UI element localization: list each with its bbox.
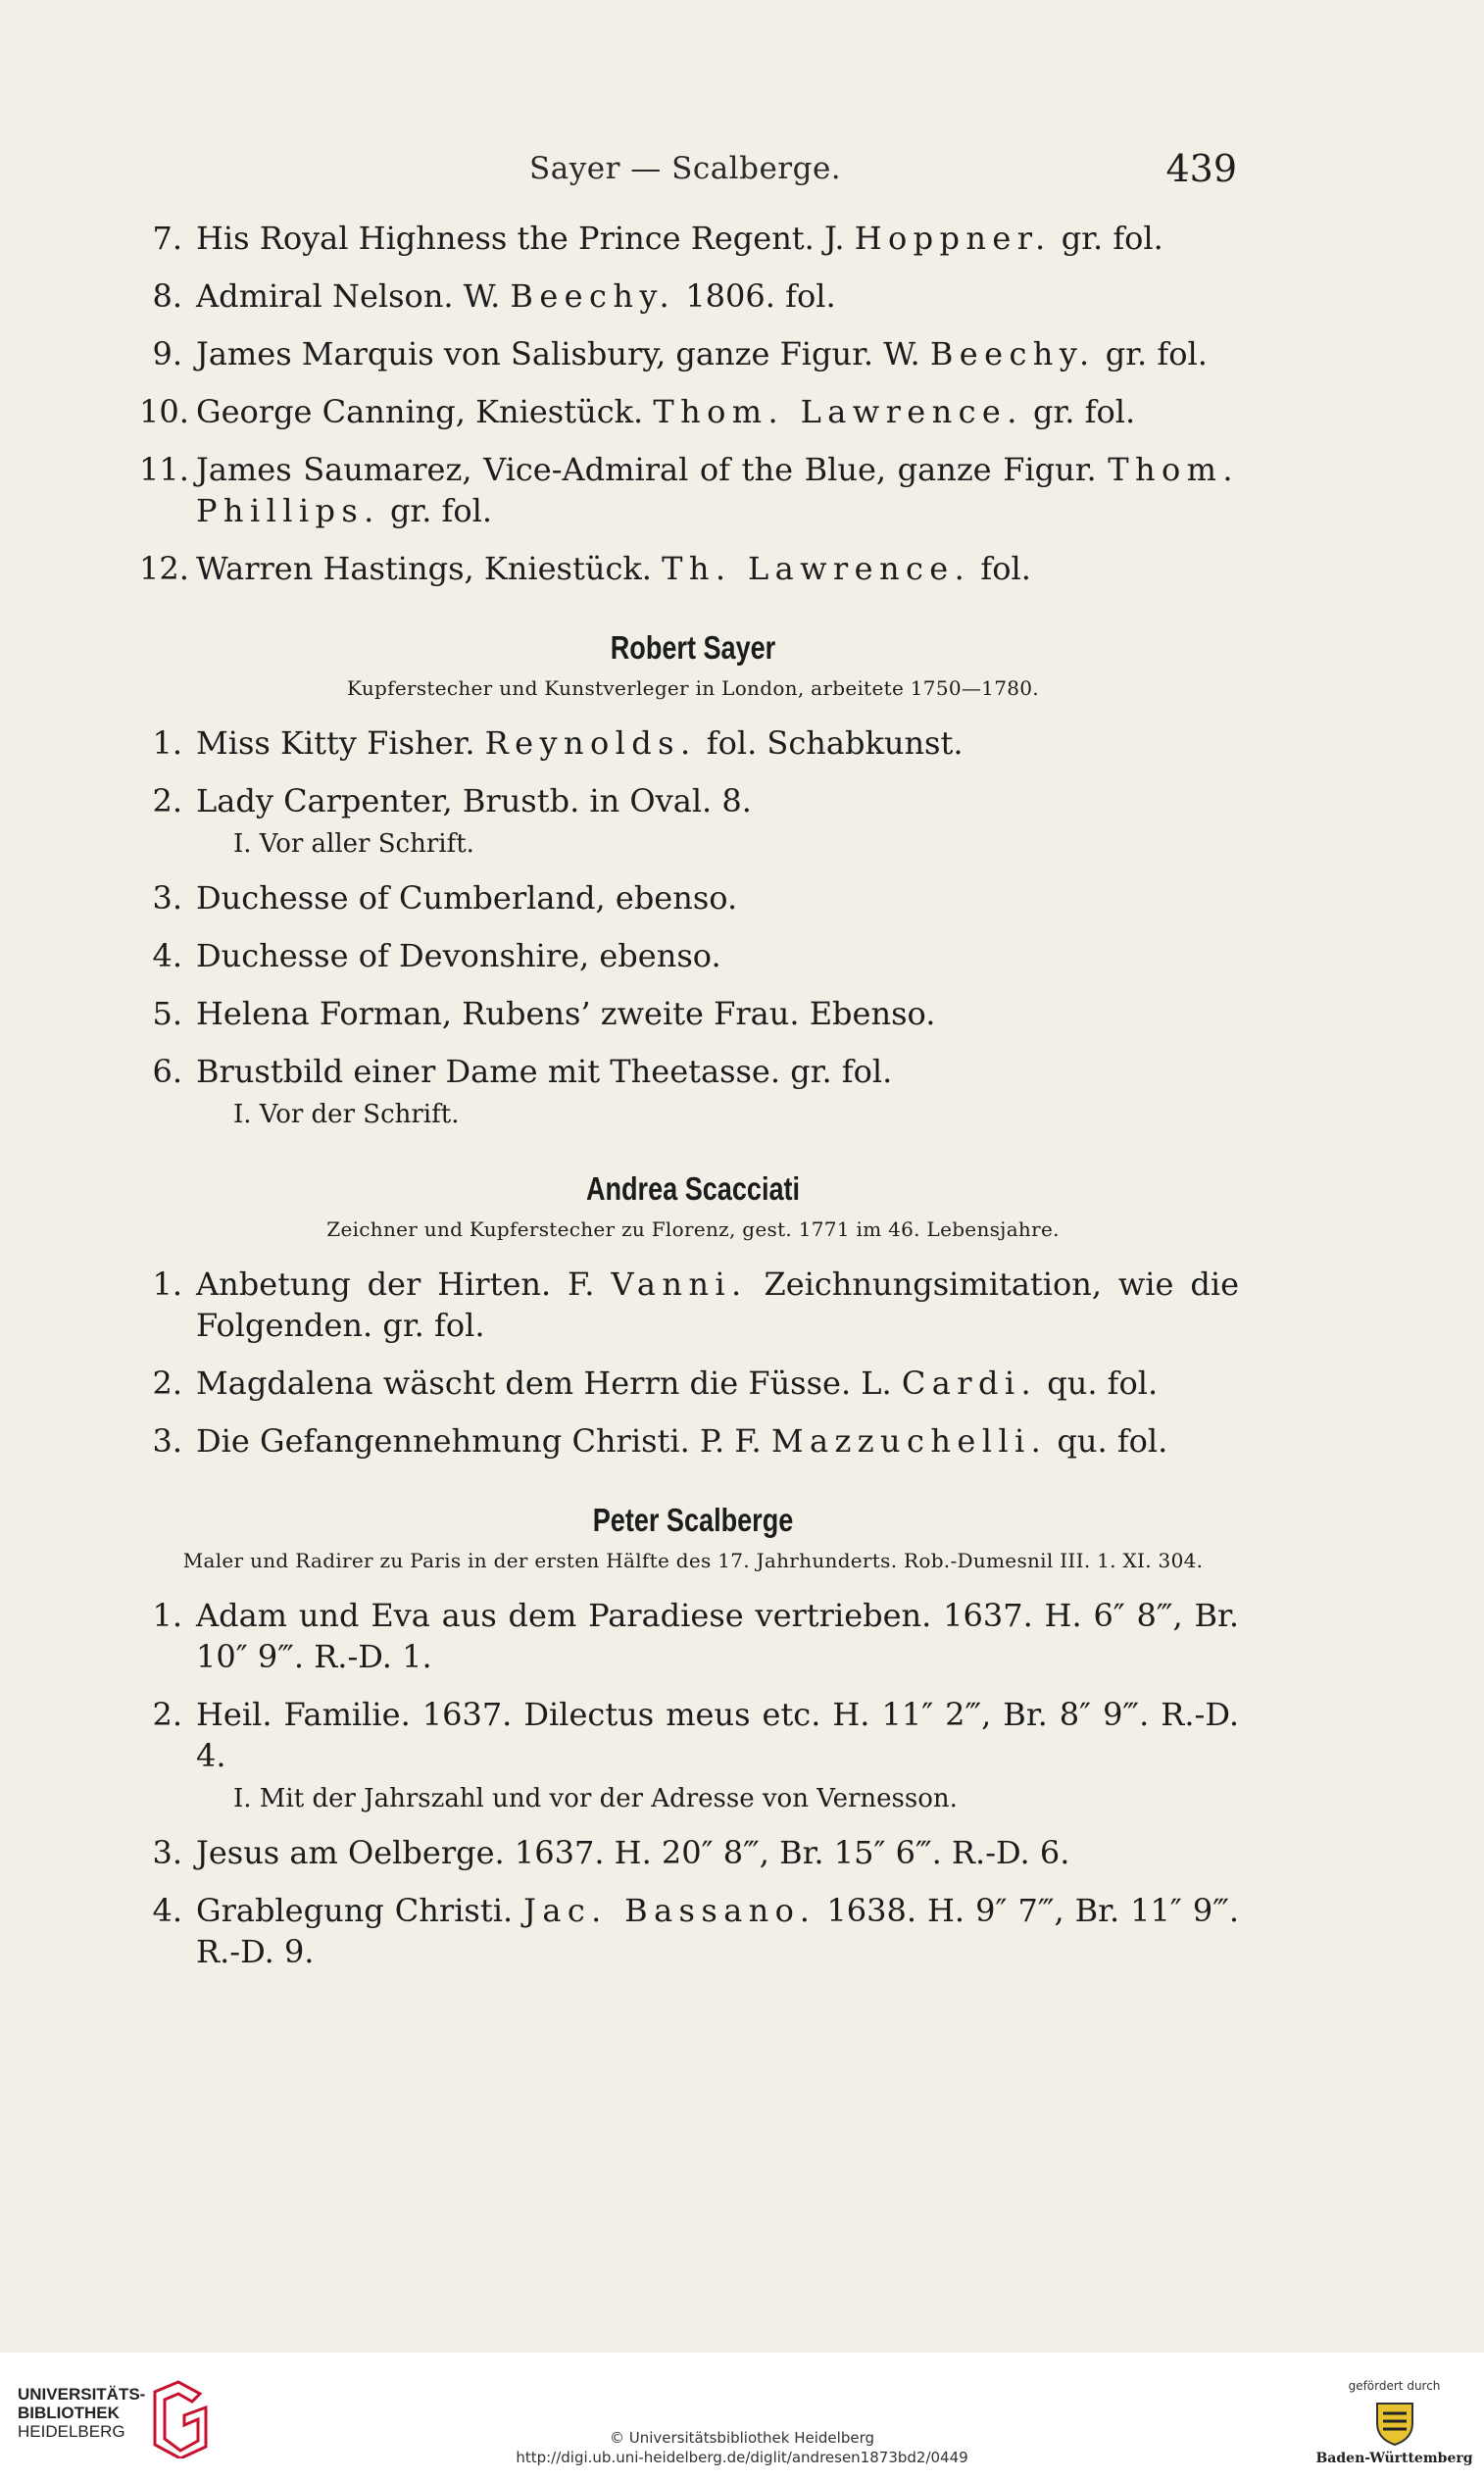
entry-text: Grablegung Christi.: [196, 1892, 524, 1929]
entry-text: gr. fol.: [379, 492, 493, 529]
section-subtitle: Kupferstecher und Kunstverleger in London, arbeitete 1750—1780.: [347, 676, 1039, 700]
entry-text: Magdalena wäscht dem Herrn die Füsse. L.: [196, 1364, 902, 1402]
artist-name: Thom. Phillips.: [196, 451, 1239, 529]
entry-number: 8.: [152, 277, 182, 315]
catalog-entry: [147, 1051, 1239, 1092]
entry-number: 2.: [152, 782, 182, 819]
source-url-link[interactable]: http://digi.ub.uni-heidelberg.de/diglit/andresen1873bd2/0449: [516, 2449, 968, 2466]
entry-text: His Royal Highness the Prince Regent. J.: [196, 220, 855, 257]
page-number: 439: [1165, 147, 1237, 190]
entry-number: 4.: [152, 937, 182, 974]
entry-number: 4.: [152, 1892, 182, 1929]
catalog-entry: [147, 993, 1239, 1034]
catalog-entry: [147, 1420, 1239, 1462]
sponsor-label: gefördert durch: [1348, 2379, 1441, 2393]
entry-text: Warren Hastings, Kniestück.: [196, 550, 663, 587]
entry-number: 6.: [152, 1053, 182, 1090]
catalog-entry: [147, 1890, 1239, 1972]
entry-number: 7.: [152, 220, 182, 257]
sponsor-name: Baden-Württemberg: [1315, 2451, 1473, 2466]
state-crest-icon: [1369, 2398, 1420, 2447]
entry-text: Duchesse of Devonshire, ebenso.: [196, 937, 721, 974]
entry-text: Miss Kitty Fisher.: [196, 724, 485, 762]
entry-text: qu. fol.: [1047, 1422, 1168, 1460]
entry-text: Lady Carpenter, Brustb. in Oval. 8.: [196, 782, 752, 819]
artist-name: Mazzuchelli.: [770, 1422, 1048, 1460]
catalog-entry: [147, 275, 1239, 317]
section-title: Andrea Scacciati: [585, 1170, 801, 1207]
entry-text: fol. Schabkunst.: [696, 724, 964, 762]
library-name-line2: BIBLIOTHEK: [18, 2404, 120, 2422]
artist-name: Beechy.: [929, 335, 1096, 372]
catalog-entry: [139, 391, 1239, 432]
artist-name: Thom. Lawrence.: [653, 393, 1023, 430]
entry-text: Jesus am Oelberge. 1637. H. 20″ 8‴, Br. 15″ 6‴. R.-D. 6.: [196, 1834, 1070, 1871]
entry-text: Anbetung der Hirten. F.: [196, 1265, 612, 1303]
catalog-entry: [147, 1363, 1239, 1404]
catalog-entry: [139, 449, 1239, 531]
entry-text: gr. fol.: [1022, 393, 1136, 430]
entry-text: fol.: [970, 550, 1031, 587]
entry-text: Heil. Familie. 1637. Dilectus meus etc. H. 11″ 2‴, Br. 8″ 9‴. R.-D. 4.: [196, 1696, 1239, 1774]
entry-text: 1638. H. 9″ 7‴, Br. 11″ 9‴. R.-D. 9.: [196, 1892, 1240, 1970]
catalog-entry: [147, 877, 1239, 918]
catalog-entry: [147, 935, 1239, 976]
artist-name: Hoppner.: [854, 220, 1052, 257]
entry-number: 5.: [152, 995, 182, 1032]
entry-number: 1.: [152, 1265, 182, 1303]
entry-number: 3.: [152, 1834, 182, 1871]
entry-text: Duchesse of Cumberland, ebenso.: [196, 879, 738, 917]
entry-number: 1.: [152, 1597, 182, 1634]
entry-number: 1.: [152, 724, 182, 762]
entry-text: George Canning, Kniestück.: [196, 393, 654, 430]
state-note: I. Vor der Schrift.: [233, 1100, 460, 1129]
artist-name: Beechy.: [510, 277, 676, 315]
entry-number: 2.: [152, 1696, 182, 1733]
catalog-entry: [147, 1694, 1239, 1776]
running-header: [0, 147, 1484, 196]
state-note: I. Mit der Jahrszahl und vor der Adresse von Vernesson.: [233, 1784, 958, 1813]
library-name-line1: UNIVERSITÄTS-: [18, 2385, 146, 2404]
entry-text: James Marquis von Salisbury, ganze Figur. W.: [196, 335, 930, 372]
entry-text: Brustbild einer Dame mit Theetasse. gr. fol.: [196, 1053, 893, 1090]
entry-text: Admiral Nelson. W.: [196, 277, 511, 315]
section-title: Peter Scalberge: [592, 1502, 794, 1538]
catalog-entry: [147, 722, 1239, 764]
entry-number: 10.: [139, 393, 189, 430]
entry-number: 11.: [139, 451, 189, 488]
catalog-body: [139, 218, 1240, 1989]
copyright-block: [0, 2428, 1484, 2467]
catalog-entry: [147, 218, 1239, 259]
entry-text: qu. fol.: [1037, 1364, 1159, 1402]
state-note: I. Vor aller Schrift.: [233, 829, 474, 859]
artist-name: Cardi.: [901, 1364, 1038, 1402]
entry-number: 2.: [152, 1364, 182, 1402]
entry-text: 1806. fol.: [675, 277, 836, 315]
section-title: Robert Sayer: [610, 629, 776, 666]
catalog-entry: [147, 333, 1239, 374]
entry-text: Zeichnungsimitation, wie die Folgenden. gr. fol.: [196, 1265, 1240, 1344]
entry-text: Helena Forman, Rubens’ zweite Frau. Ebenso.: [196, 995, 936, 1032]
copyright-text: © Universitätsbibliothek Heidelberg: [609, 2429, 874, 2447]
entry-text: Die Gefangennehmung Christi. P. F.: [196, 1422, 771, 1460]
section-subtitle: Maler und Radirer zu Paris in der ersten Hälfte des 17. Jahrhunderts. Rob.-Dumesnil III. 1. XI. 304.: [182, 1549, 1204, 1572]
entry-text: gr. fol.: [1095, 335, 1208, 372]
running-title: Sayer — Scalberge.: [529, 151, 842, 186]
entry-text: James Saumarez, Vice-Admiral of the Blue, ganze Figur.: [196, 451, 1109, 488]
artist-name: Vanni.: [611, 1265, 748, 1303]
entry-text: Adam und Eva aus dem Paradiese vertrieben. 1637. H. 6″ 8‴, Br. 10″ 9‴. R.-D. 1.: [196, 1597, 1239, 1675]
catalog-entry: [147, 1832, 1239, 1873]
entry-number: 3.: [152, 1422, 182, 1460]
entry-text: gr. fol.: [1051, 220, 1163, 257]
artist-name: Reynolds.: [484, 724, 697, 762]
artist-name: Jac. Bassano.: [523, 1892, 816, 1929]
catalog-entry: [147, 780, 1239, 821]
library-name-line3: HEIDELBERG: [18, 2422, 125, 2441]
entry-number: 12.: [139, 550, 189, 587]
catalog-entry: [139, 548, 1239, 589]
artist-name: Th. Lawrence.: [662, 550, 971, 587]
section-subtitle: Zeichner und Kupferstecher zu Florenz, gest. 1771 im 46. Lebensjahre.: [326, 1217, 1060, 1241]
catalog-entry: [147, 1595, 1239, 1677]
entry-number: 3.: [152, 879, 182, 917]
entry-number: 9.: [152, 335, 182, 372]
catalog-entry: [147, 1264, 1239, 1346]
